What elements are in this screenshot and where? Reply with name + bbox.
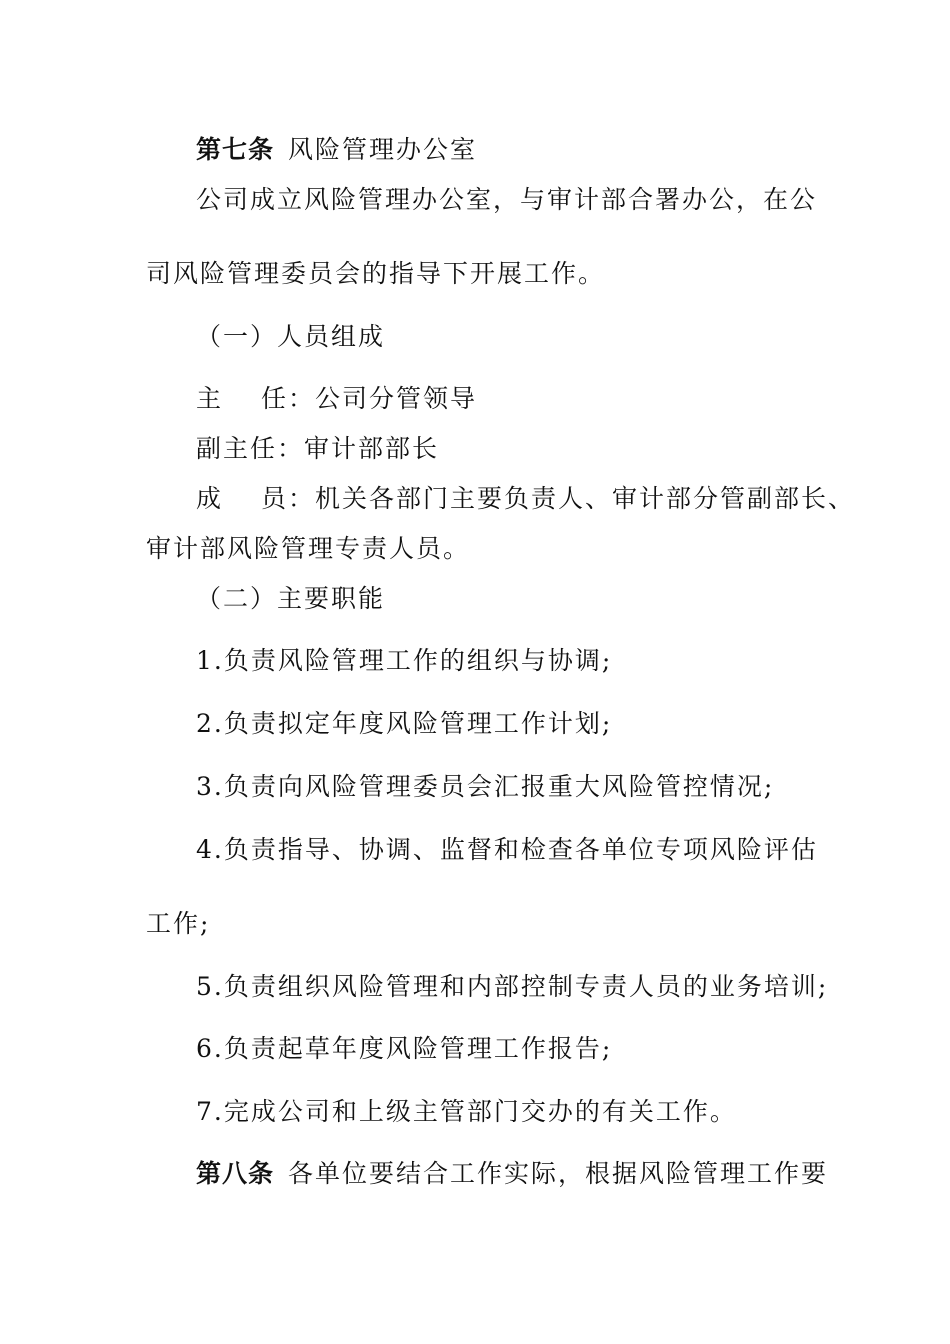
section-1-title: （一）人员组成 (196, 322, 386, 351)
director-label-a: 主 (196, 384, 224, 413)
duty-item-6: 6.负责起草年度风险管理工作报告; (196, 1034, 613, 1063)
article-7-heading (196, 135, 477, 165)
article-8-label: 第八条 (196, 1159, 275, 1188)
duty-item-1: 1.负责风险管理工作的组织与协调; (196, 646, 613, 675)
members-label-a: 成 (196, 484, 224, 513)
duty-item-4: 4.负责指导、协调、监督和检查各单位专项风险评估 (196, 835, 818, 864)
article-7-title: 风险管理办公室 (288, 135, 478, 164)
deputy-director-row: 副主任：审计部部长 (196, 434, 440, 463)
article-7-paragraph-line-1: 公司成立风险管理办公室，与审计部合署办公，在公 (196, 185, 818, 214)
article-7-paragraph-line-2: 司风险管理委员会的指导下开展工作。 (146, 259, 606, 288)
duty-item-5: 5.负责组织风险管理和内部控制专责人员的业务培训; (196, 972, 829, 1001)
article-8-text: 各单位要结合工作实际，根据风险管理工作要 (288, 1159, 829, 1188)
duty-item-7: 7.完成公司和上级主管部门交办的有关工作。 (196, 1097, 737, 1126)
members-row (196, 484, 855, 514)
director-row (196, 384, 477, 414)
members-row-continued: 审计部风险管理专责人员。 (146, 534, 471, 563)
director-value: ：公司分管领导 (288, 384, 478, 413)
members-value: ：机关各部门主要负责人、审计部分管副部长、 (288, 484, 856, 513)
duty-item-3: 3.负责向风险管理委员会汇报重大风险管控情况; (196, 772, 775, 801)
article-7-label: 第七条 (196, 135, 275, 164)
section-2-title: （二）主要职能 (196, 584, 386, 613)
duty-item-4-continued: 工作; (146, 909, 211, 938)
duty-item-2: 2.负责拟定年度风险管理工作计划; (196, 709, 613, 738)
article-8-heading (196, 1159, 828, 1189)
director-label-b: 任 (261, 384, 289, 413)
members-label-b: 员 (261, 484, 289, 513)
